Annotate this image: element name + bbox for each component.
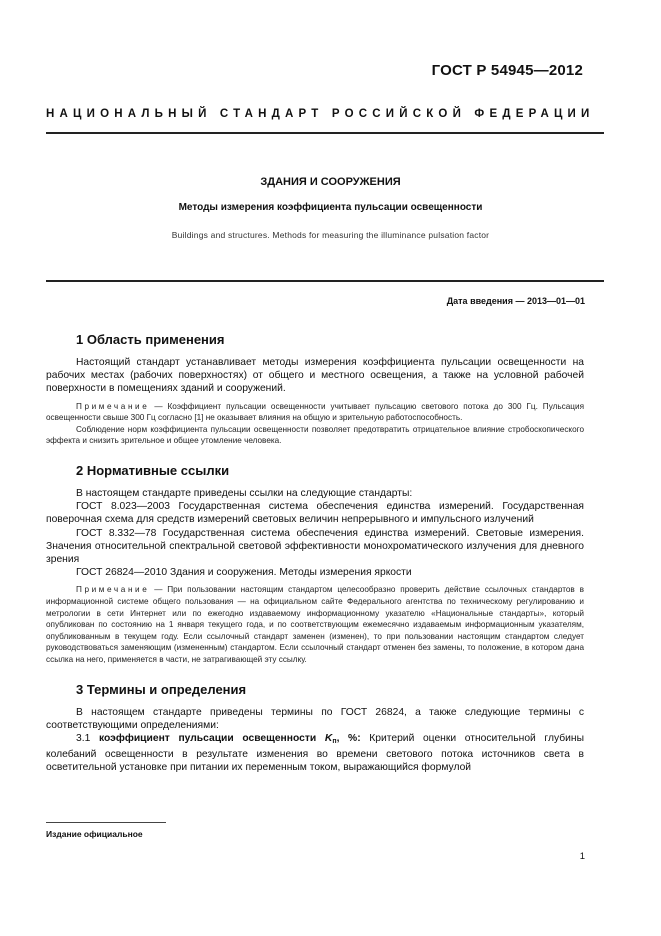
note [46, 401, 584, 424]
term-unit: , %: [336, 732, 361, 744]
gost-number: ГОСТ Р 54945—2012 [431, 62, 583, 79]
reference-item: ГОСТ 8.023—2003 Государственная система обеспечения единства измерений. Государственная поверочная схема для средств измерений световых величин непрерывного и импульсного излучений [46, 501, 584, 526]
document-body [46, 332, 584, 775]
term-definition [46, 732, 584, 775]
paragraph: Настоящий стандарт устанавливает методы измерения коэффициента пульсации освещенности на рабочих местах (рабочих поверхностях) от общего и местного освещения, а также на условной рабочей поверхности в помещениях зданий и сооружений. [46, 357, 584, 395]
paragraph: В настоящем стандарте приведены термины по ГОСТ 26824, а также следующие термины с соответствующими определениями: [46, 706, 584, 731]
english-title: Buildings and structures. Methods for measuring the illuminance pulsation factor [171, 230, 490, 240]
section-references [46, 463, 584, 666]
note-label: Примечание [76, 585, 150, 595]
term-symbol-subscript: п [332, 737, 337, 745]
section-heading: 2 Нормативные ссылки [76, 462, 230, 478]
term-name: коэффициент пульсации освещенности [98, 732, 317, 744]
section-heading: 1 Область применения [76, 332, 225, 347]
reference-item: ГОСТ 8.332—78 Государственная система обеспечения единства измерений. Световые измерения. Значения относительной спектральной световой эффективности монохроматического излучения для дневного зрения [46, 527, 584, 565]
term-text: Критерий оценки относительной глубины колебаний освещенности в результате изменения во времени светового потока источников света в осветительной установке при питании их переменным током, выражающийся формулой [46, 732, 584, 774]
title-rule [46, 280, 604, 282]
national-standard-banner: НАЦИОНАЛЬНЫЙ СТАНДАРТ РОССИЙСКОЙ ФЕДЕРАЦИИ [46, 108, 595, 120]
note-continuation: Соблюдение норм коэффициента пульсации освещенности позволяет предотвратить отрицательное влияние стробоскопического эффекта и снизить зрительное и общее утомление человека. [46, 424, 584, 446]
introduction-date: Дата введения — 2013—01—01 [446, 296, 585, 306]
header-rule [46, 132, 604, 134]
document-subtitle: Методы измерения коэффициента пульсации освещенности [178, 202, 483, 213]
term-number: 3.1 [76, 732, 91, 744]
document-title: ЗДАНИЯ И СООРУЖЕНИЯ [260, 176, 401, 188]
note [46, 584, 584, 665]
term-symbol: K [324, 732, 333, 744]
reference-item: ГОСТ 26824—2010 Здания и сооружения. Методы измерения яркости [76, 567, 412, 579]
official-edition-label: Издание официальное [46, 829, 143, 839]
page-number: 1 [579, 851, 585, 862]
footer-rule [46, 822, 166, 823]
paragraph: В настоящем стандарте приведены ссылки на следующие стандарты: [76, 487, 413, 499]
section-scope [46, 332, 584, 447]
note-label: Примечание [76, 401, 150, 411]
section-terms [46, 682, 584, 775]
note-text: — Коэффициент пульсации освещенности учитывает пульсацию светового потока до 300 Гц. Пульсация освещенности свыше 300 Гц согласно [1] не оказывает влияния на общую и зрительную работоспособность. [46, 401, 584, 423]
section-heading: 3 Термины и определения [76, 681, 247, 697]
note-text: — При пользовании настоящим стандартом целесообразно проверить действие ссылочных стандартов в информационной системе общего пользования — на официальном сайте Федерального агентства по техническому регулированию и метрологии в сети Интернет или по ежегодно издаваемому информационному указателю «Национальные стандарты», который опубликован по состоянию на 1 января текущего года, и по соответствующим ежемесячно издаваемым информационным указателям, опубликованным в текущем году. Если ссылочный стандарт заменен (изменен), то при пользовании настоящим стандартом следует руководствоваться заменяющим (измененным) стандартом. Если ссылочный стандарт отменен без замены, то положение, в котором дана ссылка на него, применяется в части, не затрагивающей эту ссылку. [46, 585, 584, 664]
